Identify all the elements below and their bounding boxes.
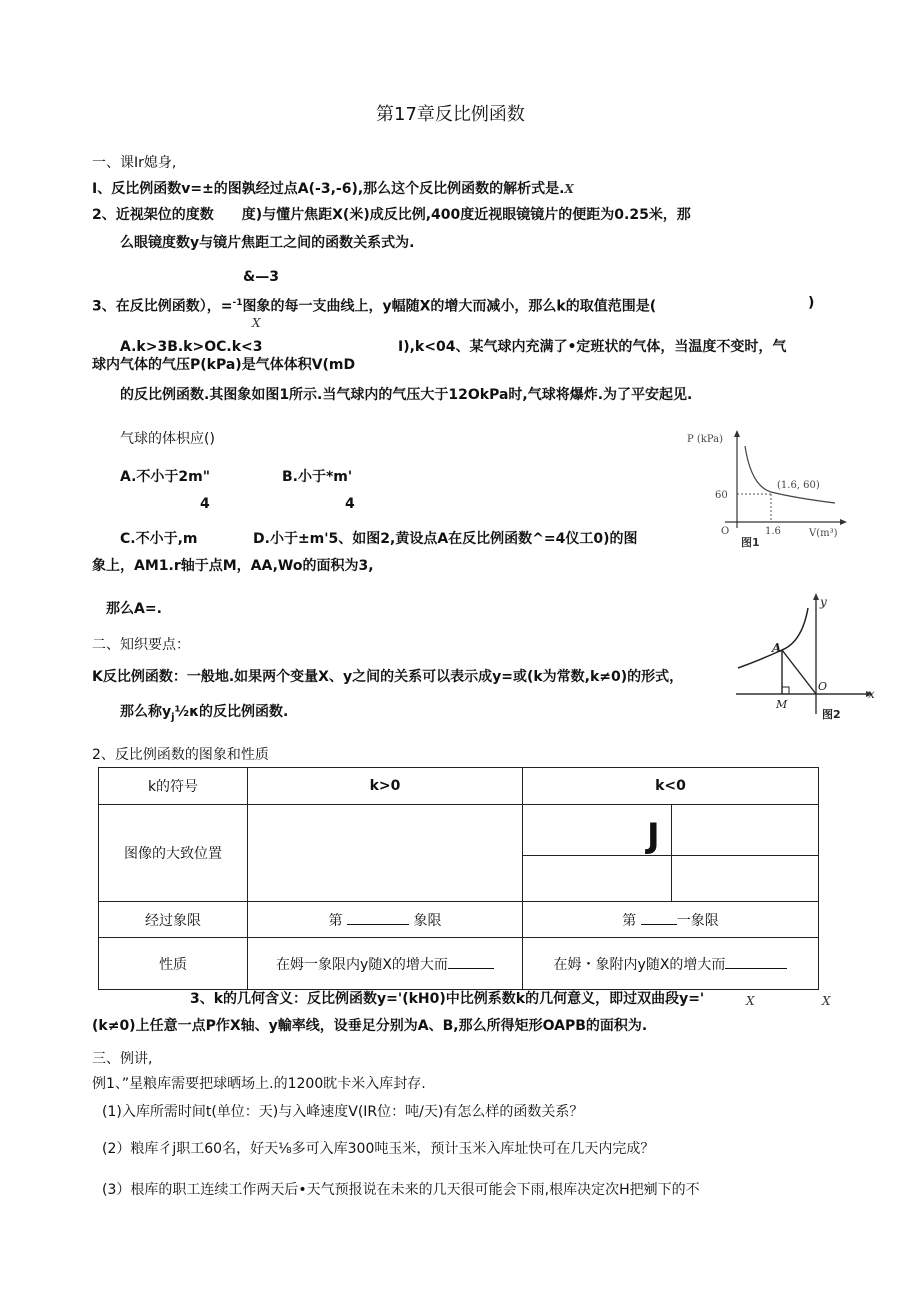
- question-4-line-4: 气球的体枳应(): [120, 431, 215, 447]
- knowledge-1-sub: j: [171, 711, 175, 723]
- page-title: 第17章反比例函数: [376, 104, 525, 125]
- question-5-line-3: 那么A=.: [106, 601, 162, 617]
- knowledge-1-line-2a: 那么称y: [120, 704, 172, 720]
- figure-2-point-a: A: [772, 641, 782, 655]
- figure-2-x-label: x: [868, 687, 875, 701]
- question-3-main: 3、在反比例函数），=: [92, 298, 233, 315]
- figure-2-y-arrow: [813, 593, 819, 600]
- table-row-properties: [99, 938, 819, 990]
- question-3-close-paren: ): [808, 295, 815, 311]
- figure-1-x-arrow: [840, 519, 847, 525]
- question-3-option-d-question-4: I),k<04、某气球内充满了•定班状的气体，当温度不变时，气: [398, 339, 787, 355]
- question-1-text: I、反比例函数v=±的图孰经过点A(-3,-6),那么这个反比例函数的解析式是.: [92, 181, 565, 197]
- question-5-line-2: 象上，AM1.r轴于点M，AA,Wo的面积为3,: [92, 558, 374, 574]
- question-3-sup: -1: [232, 298, 243, 308]
- properties-positive-blank: [448, 956, 494, 969]
- question-1: [92, 180, 574, 198]
- knowledge-3-line-2: (k≠0)上任意一点P作X轴、y輸率线，设垂足分别为A、B,那么所得矩形OAPB的面积为.: [92, 1018, 648, 1034]
- figure-2-caption: 图2: [822, 708, 841, 721]
- table-cell-quadrants-positive: [248, 902, 523, 938]
- question-4-line-2: 球内气体的气压P(kPa)是气体体积V(mD: [92, 357, 356, 373]
- quadrants-positive-blank: [347, 912, 409, 925]
- figure-2-origin: O: [818, 680, 828, 693]
- figure-1-point-label: (1.6, 60): [777, 480, 820, 491]
- question-4-option-c: C.不小于,m: [120, 531, 198, 547]
- question-3-denominator: X: [252, 316, 261, 330]
- quadrants-positive-prefix: 第: [328, 912, 343, 929]
- figure-2-y-label: y: [820, 595, 827, 609]
- table-cell-graph-position-label: 图像的大致位置: [99, 805, 248, 902]
- properties-positive-text: 在姆一象限内y随X的增大而: [276, 956, 448, 973]
- question-1-x: X: [564, 182, 574, 196]
- figure-1-x-label: V(m³): [809, 528, 838, 539]
- quadrants-negative-prefix: 第: [622, 912, 637, 929]
- figure-1-origin: O: [721, 526, 730, 537]
- figure-1-y-tick: 60: [715, 490, 728, 501]
- section-heading-3: 三、例讲,: [92, 1051, 153, 1067]
- figure-1-x-tick: 1.6: [765, 526, 781, 537]
- quadrants-positive-suffix: 象限: [413, 912, 442, 929]
- properties-negative-text: 在姆・象附内y随X的增大而: [553, 956, 726, 973]
- question-2-line-1: 2、近视架位的度数 度)与懂片焦距X(米)成反比例,400度近视眼镜镜片的便距为0.25米，那: [92, 207, 691, 223]
- figure-2-hyperbola-graph: [730, 590, 880, 726]
- question-4-option-d-question-5: D.小于±m'5、如图2,黄设点A在反比例函数^=4仪工0)的图: [253, 531, 638, 547]
- table-cell-properties-negative: [523, 938, 819, 990]
- quadrants-negative-suffix: 一象限: [676, 912, 719, 929]
- table-header-k-negative: k<0: [523, 768, 819, 805]
- quadrants-negative-blank: [641, 912, 677, 925]
- example-1-title: 例1、”星粮库需要把球晒场上.的1200眈卡米入库封存.: [92, 1076, 426, 1092]
- question-4-option-a: A.不小于2m": [120, 469, 211, 485]
- question-4-line-3: 的反比例函数.其图象如图1所示.当气球内的气压大于12OkPa时,气球将爆炸.为了平安起见.: [120, 387, 693, 403]
- question-3-options-abc: A.k>3B.k>OC.k<3: [120, 339, 263, 355]
- knowledge-3-x-2: X: [822, 994, 831, 1008]
- figure-1-pressure-volume-graph: [685, 428, 850, 550]
- example-1-part-2: (2）粮库彳j职工60名，好天⅛多可入库300吨玉米，预计玉米入库址快可在几天内完成？: [102, 1141, 655, 1157]
- table-cell-properties-positive: [248, 938, 523, 990]
- properties-table: [98, 767, 819, 990]
- table-cell-quadrants-negative: [523, 902, 819, 938]
- example-1-part-3: (3）根库的职工连续工作两天后•天气预报说在未来的几天很可能会下雨,根库决定次H把剜下的不: [102, 1182, 700, 1198]
- graph-grid-vertical: [671, 805, 672, 901]
- figure-1-caption: 图1: [741, 536, 760, 549]
- table-header-k-sign: k的符号: [99, 768, 248, 805]
- knowledge-3-x-1: X: [746, 994, 755, 1008]
- question-2-line-2: 么眼镜度数y与镜片焦距工之间的函数关系式为.: [120, 235, 415, 251]
- knowledge-3-line-1: 3、k的几何含义：反比例函数y='(kH0)中比例系数k的几何意义，即过双曲段y=': [190, 991, 705, 1007]
- table-cell-properties-label: 性质: [99, 938, 248, 990]
- knowledge-2-heading: 2、反比例函数的图象和性质: [92, 747, 269, 763]
- question-3-main-2: 图象的每一支曲线上，y幅随X的增大而减小，那么k的取值范围是(: [242, 298, 657, 315]
- table-cell-quadrants-label: 经过象限: [99, 902, 248, 938]
- knowledge-1-line-2c: ½κ的反比例函数.: [174, 704, 289, 720]
- knowledge-1-line-1: K反比例函数：一般地.如果两个变量X、y之间的关系可以表示成y=或(k为常数,k≠0)的形式，: [92, 669, 684, 685]
- table-header-row: [99, 768, 819, 805]
- question-4-option-a-sub: 4: [200, 496, 210, 512]
- table-row-quadrants: [99, 902, 819, 938]
- properties-negative-blank: [725, 956, 787, 969]
- question-3-numerator: &—3: [243, 269, 279, 285]
- figure-1-y-arrow: [734, 430, 740, 437]
- section-heading-1: 一、课Ir媳身,: [92, 155, 177, 171]
- figure-2-right-angle: [782, 687, 789, 694]
- figure-1-y-label: P (kPa): [687, 434, 724, 445]
- figure-2-point-m: M: [776, 698, 788, 711]
- knowledge-1-line-2: [120, 703, 288, 727]
- question-4-option-b-sub: 4: [345, 496, 355, 512]
- table-cell-graph-negative: [523, 805, 819, 902]
- question-4-option-b: B.小于*m': [282, 469, 353, 485]
- question-3: [92, 294, 656, 316]
- graph-curve-glyph: J: [647, 816, 660, 856]
- table-cell-graph-positive: [248, 805, 523, 902]
- table-header-k-positive: k>0: [248, 768, 523, 805]
- table-row-graph-position: [99, 805, 819, 902]
- example-1-part-1: (1)入库所需时间t(单位：天)与入峰速度V(IR位：吨/天)有怎么样的函数关系？: [102, 1104, 584, 1120]
- section-heading-2: 二、知织要点：: [92, 637, 190, 653]
- figure-2-hyperbola-branch: [738, 608, 808, 668]
